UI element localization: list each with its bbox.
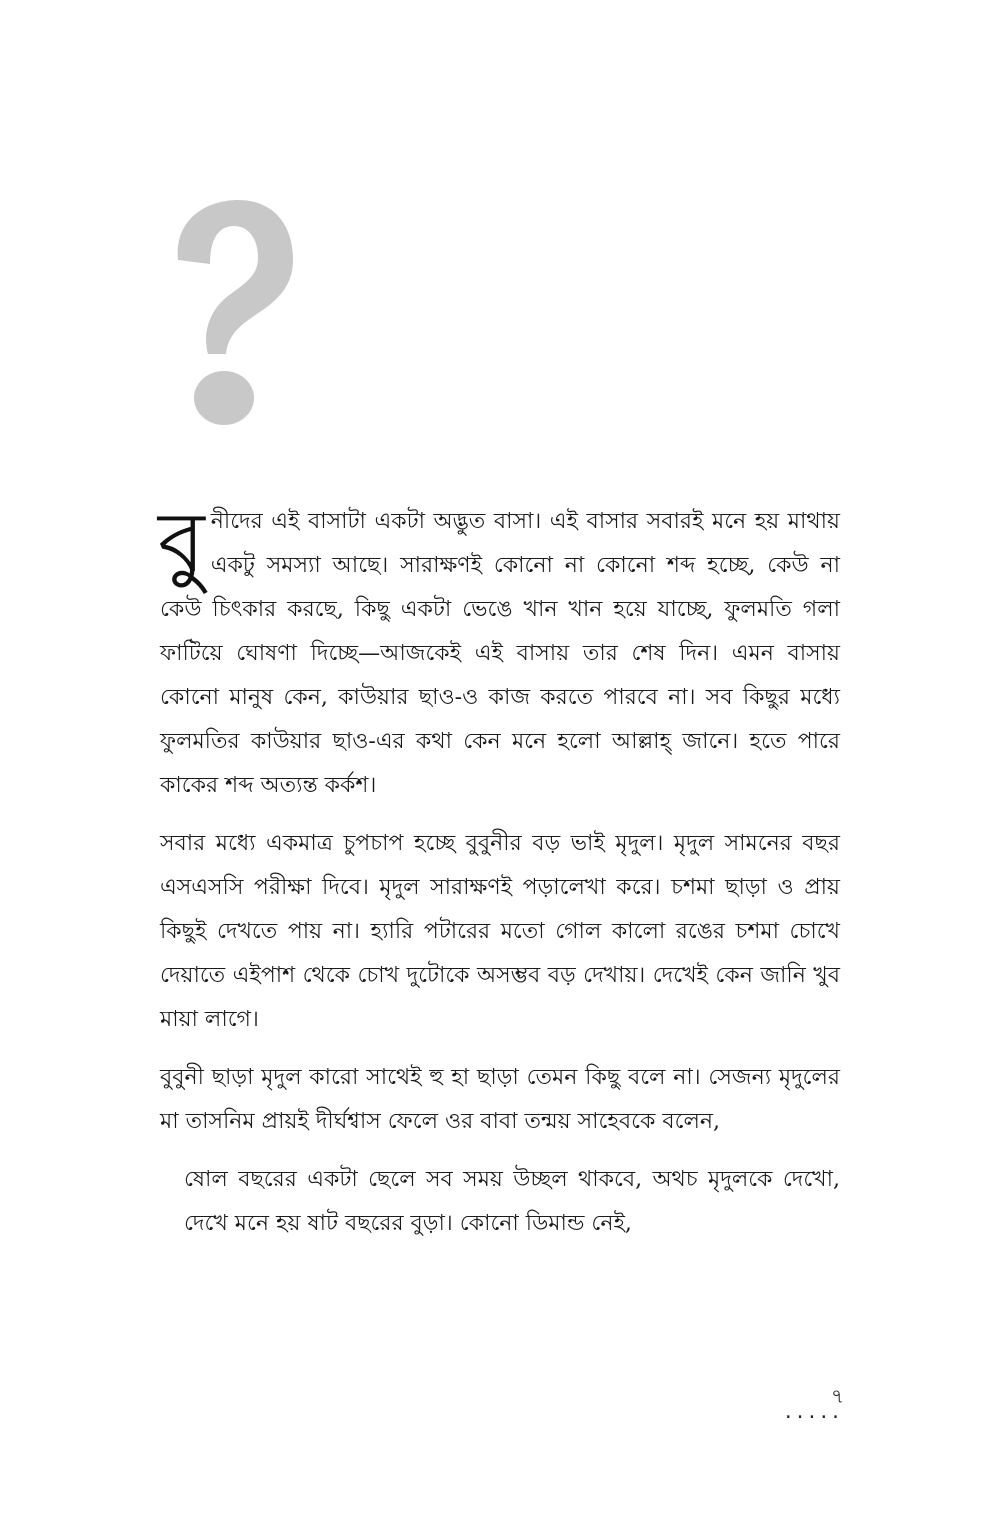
paragraph-1-text: নীদের এই বাসাটা একটা অদ্ভুত বাসা। এই বাসার সবারই মনে হয় মাথায় একটু সমস্যা আছে। সারাক্ষণই কোনো না কোনো শব্দ হচ্ছে, কেউ না কেউ চিৎকার করছে, কিছু একটা ভেঙে খান খান হয়ে যাচ্ছে, ফুলমতি গলা ফাটিয়ে ঘোষণা দিচ্ছে—আজকেই এই বাসায় তার শেষ দিন। এমন বাসায় কোনো মানুষ কেন, কাউয়ার ছাও-ও কাজ করতে পারবে না। সব কিছুর মধ্যে ফুলমতির কাউয়ার ছাও-এর কথা কেন মনে হলো আল্লাহ্ জানে। হতে পারে কাকের শব্দ অত্যন্ত কর্কশ।	[160, 509, 840, 798]
page-number: ৭	[830, 1384, 844, 1408]
question-mark-icon	[168, 198, 298, 428]
paragraph-2: সবার মধ্যে একমাত্র চুপচাপ হচ্ছে বুবুনীর বড় ভাই মৃদুল। মৃদুল সামনের বছর এসএসসি পরীক্ষা দিবে। মৃদুল সারাক্ষণই পড়ালেখা করে। চশমা ছাড়া ও প্রায় কিছুই দেখতে পায় না। হ্যারি পটারের মতো গোল কালো রঙের চশমা চোখে দেয়াতে এইপাশ থেকে চোখ দুটোকে অসম্ভব বড় দেখায়। দেখেই কেন জানি খুব মায়া লাগে।	[160, 831, 840, 1032]
drop-cap: বু	[158, 493, 205, 591]
paragraph-3: বুবুনী ছাড়া মৃদুল কারো সাথেই হু হা ছাড়া তেমন কিছু বলে না। সেজন্য মৃদুলের মা তাসনিম প্রায়ই দীর্ঘশ্বাস ফেলে ওর বাবা তন্ময় সাহেবকে বলেন,	[160, 1065, 840, 1134]
dialogue-quote: ষোল বছরের একটা ছেলে সব সময় উচ্ছল থাকবে, অথচ মৃদুলকে দেখো, দেখে মনে হয় ষাট বছরের বুড়া। কোনো ডিমান্ড নেই,	[184, 1167, 840, 1236]
body-text	[158, 493, 840, 1246]
page-number-dots: .....	[782, 1402, 842, 1423]
paragraph-1	[158, 493, 840, 808]
